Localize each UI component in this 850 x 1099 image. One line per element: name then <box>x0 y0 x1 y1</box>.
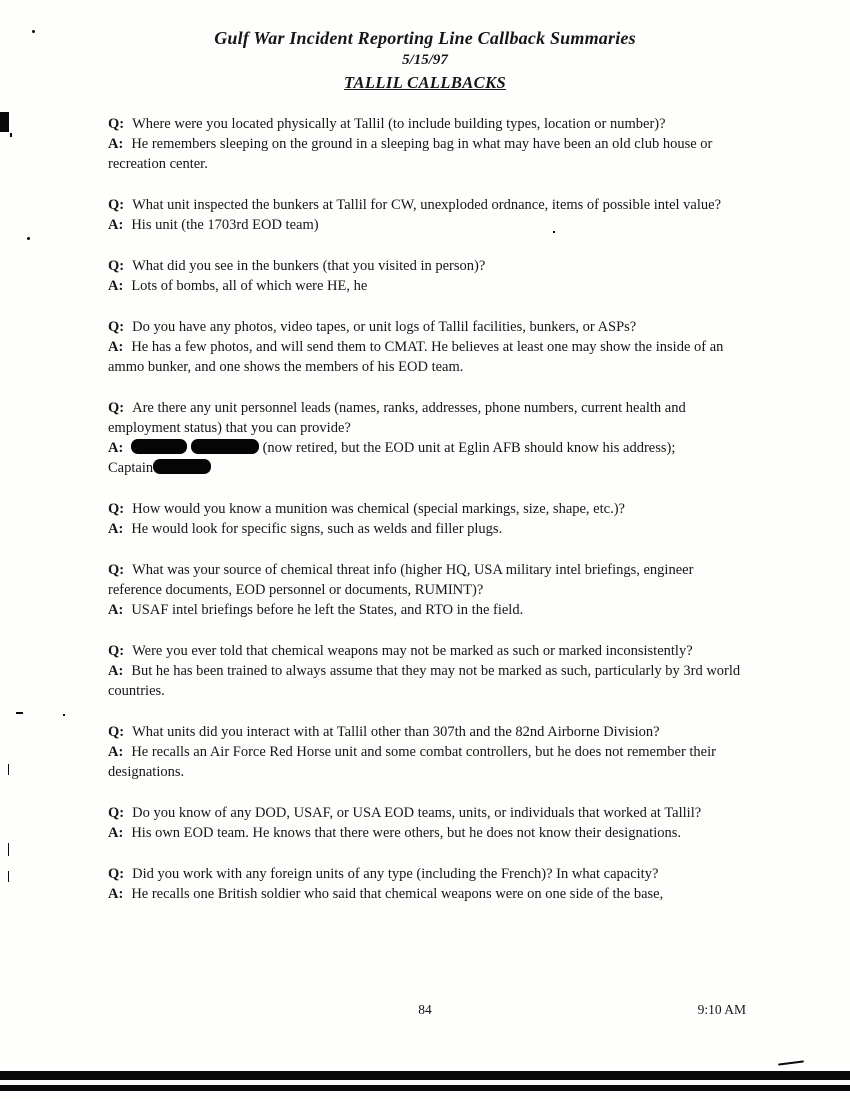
qa-label: A: <box>108 744 124 760</box>
qa-label: A: <box>108 521 124 537</box>
scan-speck <box>27 237 30 240</box>
question: Q: What was your source of chemical threat info (higher HQ, USA military intel briefings, engineer reference documents, EOD personnel or documents, RUMINT)? <box>108 562 694 598</box>
answer: A: Lots of bombs, all of which were HE, he <box>108 278 368 294</box>
redaction-bar <box>131 439 187 454</box>
qa-label: A: <box>108 886 124 902</box>
qa-list <box>108 114 748 925</box>
question: Q: Do you have any photos, video tapes, or unit logs of Tallil facilities, bunkers, or ASPs? <box>108 319 637 335</box>
scan-speck <box>10 133 12 137</box>
qa-label: A: <box>108 339 124 355</box>
redaction-bar <box>153 459 211 474</box>
scan-tick <box>8 843 9 856</box>
qa-label: A: <box>108 136 124 152</box>
qa-label: Q: <box>108 562 125 578</box>
question: Q: Are there any unit personnel leads (names, ranks, addresses, phone numbers, current health and employment status) that you can provide? <box>108 400 686 436</box>
scan-bar-bottom <box>0 1085 850 1091</box>
qa-label: Q: <box>108 116 125 132</box>
qa-label: A: <box>108 663 124 679</box>
document-date: 5/15/97 <box>402 52 448 68</box>
answer: A: He would look for specific signs, such as welds and filler plugs. <box>108 521 503 537</box>
answer: A: USAF intel briefings before he left the States, and RTO in the field. <box>108 602 524 618</box>
timestamp: 9:10 AM <box>697 1002 746 1017</box>
qa-block <box>108 722 748 782</box>
qa-block <box>108 560 748 620</box>
question: Q: Were you ever told that chemical weapons may not be marked as such or marked inconsistently? <box>108 643 693 659</box>
qa-block <box>108 317 748 377</box>
answer: A: He has a few photos, and will send them to CMAT. He believes at least one may show the inside of an ammo bunker, and one shows the members of his EOD team. <box>108 339 724 375</box>
qa-label: A: <box>108 278 124 294</box>
qa-block <box>108 398 748 478</box>
answer: A: He remembers sleeping on the ground in a sleeping bag in what may have been an old club house or recreation center. <box>108 136 713 172</box>
scan-artifact-left-block <box>0 112 9 132</box>
answer: A: But he has been trained to always assume that they may not be marked as such, particularly by 3rd world countries. <box>108 663 741 699</box>
qa-label: A: <box>108 602 124 618</box>
qa-label: A: <box>108 217 124 233</box>
question: Q: Do you know of any DOD, USAF, or USA EOD teams, units, or individuals that worked at Tallil? <box>108 805 702 821</box>
answer: A: His unit (the 1703rd EOD team) <box>108 217 319 233</box>
qa-block <box>108 803 748 843</box>
qa-label: Q: <box>108 197 125 213</box>
question: Q: What units did you interact with at Tallil other than 307th and the 82nd Airborne Division? <box>108 724 660 740</box>
question: Q: What unit inspected the bunkers at Tallil for CW, unexploded ordnance, items of possible intel value? <box>108 197 722 213</box>
qa-block <box>108 195 748 235</box>
qa-block <box>108 114 748 174</box>
answer: A: He recalls one British soldier who said that chemical weapons were on one side of the base, <box>108 886 664 902</box>
pen-mark <box>778 1060 804 1065</box>
qa-label: Q: <box>108 866 125 882</box>
scan-tick <box>8 764 9 775</box>
qa-label: Q: <box>108 643 125 659</box>
qa-label: Q: <box>108 319 125 335</box>
answer: A: He recalls an Air Force Red Horse unit and some combat controllers, but he does not remember their designations. <box>108 744 716 780</box>
question: Q: What did you see in the bunkers (that you visited in person)? <box>108 258 486 274</box>
qa-block <box>108 256 748 296</box>
answer: A: (now retired, but the EOD unit at Eglin AFB should know his address); Captain <box>108 440 676 476</box>
page-number: 84 <box>418 1002 432 1017</box>
redaction-bar <box>191 439 259 454</box>
question: Q: How would you know a munition was chemical (special markings, size, shape, etc.)? <box>108 501 625 517</box>
qa-label: Q: <box>108 400 125 416</box>
qa-block <box>108 864 748 904</box>
scan-speck <box>63 714 65 716</box>
scan-bar-bottom <box>0 1071 850 1080</box>
scan-speck <box>32 30 35 33</box>
qa-block <box>108 641 748 701</box>
qa-label: A: <box>108 440 124 456</box>
qa-label: Q: <box>108 724 125 740</box>
question: Q: Did you work with any foreign units of any type (including the French)? In what capacity? <box>108 866 659 882</box>
page-title: Gulf War Incident Reporting Line Callback Summaries <box>214 28 636 48</box>
scan-speck <box>16 712 23 714</box>
answer: A: His own EOD team. He knows that there were others, but he does not know their designations. <box>108 825 681 841</box>
qa-label: Q: <box>108 258 125 274</box>
document-header <box>0 0 850 93</box>
document-subtitle: TALLIL CALLBACKS <box>343 73 507 92</box>
page-footer <box>0 1002 850 1022</box>
qa-label: Q: <box>108 501 125 517</box>
scan-tick <box>8 871 9 882</box>
qa-block <box>108 499 748 539</box>
question: Q: Where were you located physically at Tallil (to include building types, location or number)? <box>108 116 666 132</box>
qa-label: A: <box>108 825 124 841</box>
qa-label: Q: <box>108 805 125 821</box>
